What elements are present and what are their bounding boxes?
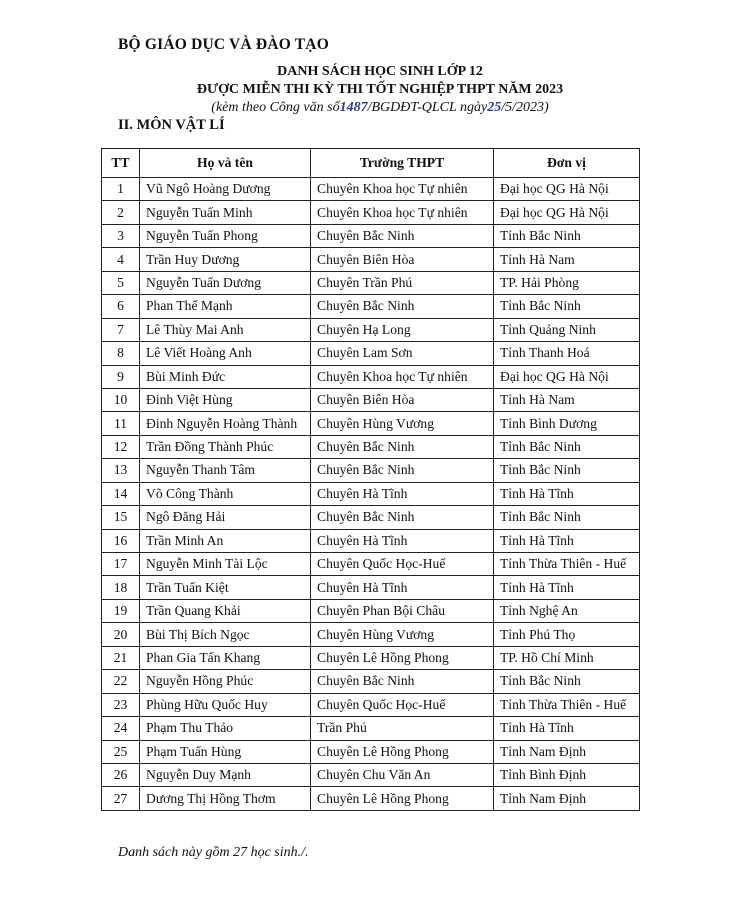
school-name: Chuyên Hạ Long <box>311 318 494 341</box>
unit-name: Tỉnh Bắc Ninh <box>494 224 640 247</box>
unit-name: Tỉnh Hà Tĩnh <box>494 482 640 505</box>
school-name: Chuyên Khoa học Tự nhiên <box>311 201 494 224</box>
row-number: 17 <box>102 553 140 576</box>
school-name: Chuyên Hà Tĩnh <box>311 576 494 599</box>
school-name: Chuyên Hùng Vương <box>311 623 494 646</box>
student-name: Đinh Nguyễn Hoàng Thành <box>140 412 311 435</box>
unit-name: Tỉnh Bình Dương <box>494 412 640 435</box>
student-name: Trần Minh An <box>140 529 311 552</box>
student-name: Vũ Ngô Hoàng Dương <box>140 178 311 201</box>
school-name: Chuyên Quốc Học-Huế <box>311 553 494 576</box>
column-header-school: Trường THPT <box>311 149 494 178</box>
student-name: Võ Công Thành <box>140 482 311 505</box>
document-title-line1: DANH SÁCH HỌC SINH LỚP 12 <box>277 64 483 79</box>
school-name: Chuyên Hà Tĩnh <box>311 529 494 552</box>
unit-name: Tỉnh Thừa Thiên - Huế <box>494 553 640 576</box>
student-name: Phạm Tuấn Hùng <box>140 740 311 763</box>
student-name: Nguyễn Duy Mạnh <box>140 763 311 786</box>
student-name: Trần Huy Dương <box>140 248 311 271</box>
unit-name: Tỉnh Bắc Ninh <box>494 506 640 529</box>
school-name: Chuyên Bắc Ninh <box>311 224 494 247</box>
unit-name: Tỉnh Bắc Ninh <box>494 459 640 482</box>
school-name: Chuyên Bắc Ninh <box>311 506 494 529</box>
table-row <box>102 670 640 693</box>
row-number: 26 <box>102 763 140 786</box>
school-name: Chuyên Trần Phú <box>311 271 494 294</box>
student-name: Nguyễn Minh Tài Lộc <box>140 553 311 576</box>
student-name: Ngô Đăng Hải <box>140 506 311 529</box>
school-name: Chuyên Chu Văn An <box>311 763 494 786</box>
school-name: Chuyên Lê Hồng Phong <box>311 787 494 810</box>
row-number: 23 <box>102 693 140 716</box>
table-row <box>102 388 640 411</box>
unit-name: Tỉnh Hà Nam <box>494 248 640 271</box>
unit-name: Tỉnh Nam Định <box>494 740 640 763</box>
document-subtitle <box>0 100 730 116</box>
column-header-tt: TT <box>102 149 140 178</box>
student-name: Phạm Thu Thảo <box>140 717 311 740</box>
row-number: 24 <box>102 717 140 740</box>
ministry-name: BỘ GIÁO DỤC VÀ ĐÀO TẠO <box>118 36 329 53</box>
school-name: Chuyên Biên Hòa <box>311 388 494 411</box>
unit-name: Đại học QG Hà Nội <box>494 201 640 224</box>
row-number: 3 <box>102 224 140 247</box>
row-number: 5 <box>102 271 140 294</box>
table-row <box>102 482 640 505</box>
student-table <box>101 148 640 811</box>
row-number: 22 <box>102 670 140 693</box>
unit-name: Tỉnh Hà Tĩnh <box>494 717 640 740</box>
unit-name: TP. Hồ Chí Minh <box>494 646 640 669</box>
row-number: 8 <box>102 342 140 365</box>
unit-name: Tỉnh Bình Định <box>494 763 640 786</box>
table-row <box>102 506 640 529</box>
unit-name: Tỉnh Phú Thọ <box>494 623 640 646</box>
unit-name: Tỉnh Hà Tĩnh <box>494 576 640 599</box>
school-name: Chuyên Bắc Ninh <box>311 459 494 482</box>
table-row <box>102 576 640 599</box>
school-name: Trần Phú <box>311 717 494 740</box>
row-number: 15 <box>102 506 140 529</box>
student-name: Phan Thế Mạnh <box>140 295 311 318</box>
unit-name: Tỉnh Thanh Hoá <box>494 342 640 365</box>
subtitle-middle: /BGDĐT-QLCL ngày <box>367 100 488 115</box>
footnote: Danh sách này gồm 27 học sinh./. <box>118 845 309 860</box>
row-number: 12 <box>102 435 140 458</box>
student-name: Trần Đồng Thành Phúc <box>140 435 311 458</box>
table-row <box>102 623 640 646</box>
table-row <box>102 740 640 763</box>
unit-name: Tỉnh Hà Tĩnh <box>494 529 640 552</box>
row-number: 14 <box>102 482 140 505</box>
table-row <box>102 717 640 740</box>
handwritten-doc-day: 25 <box>487 100 502 115</box>
handwritten-doc-number: 1487 <box>339 100 368 115</box>
student-name: Trần Quang Khải <box>140 599 311 622</box>
student-name: Bùi Minh Đức <box>140 365 311 388</box>
table-row <box>102 763 640 786</box>
student-name: Bùi Thị Bích Ngọc <box>140 623 311 646</box>
school-name: Chuyên Quốc Học-Huế <box>311 693 494 716</box>
student-name: Phùng Hữu Quốc Huy <box>140 693 311 716</box>
student-name: Trần Tuấn Kiệt <box>140 576 311 599</box>
row-number: 18 <box>102 576 140 599</box>
student-name: Nguyễn Thanh Tâm <box>140 459 311 482</box>
school-name: Chuyên Hùng Vương <box>311 412 494 435</box>
unit-name: Tỉnh Bắc Ninh <box>494 295 640 318</box>
student-name: Phan Gia Tấn Khang <box>140 646 311 669</box>
row-number: 6 <box>102 295 140 318</box>
subtitle-prefix: (kèm theo Công văn số <box>211 100 340 115</box>
row-number: 16 <box>102 529 140 552</box>
unit-name: Tỉnh Hà Nam <box>494 388 640 411</box>
school-name: Chuyên Khoa học Tự nhiên <box>311 365 494 388</box>
table-row <box>102 693 640 716</box>
table-row <box>102 318 640 341</box>
table-header-row <box>102 149 640 178</box>
unit-name: Tỉnh Bắc Ninh <box>494 670 640 693</box>
column-header-unit: Đơn vị <box>494 149 640 178</box>
table-row <box>102 435 640 458</box>
row-number: 21 <box>102 646 140 669</box>
subtitle-suffix: /5/2023) <box>501 100 549 115</box>
student-name: Lê Viết Hoàng Anh <box>140 342 311 365</box>
school-name: Chuyên Biên Hòa <box>311 248 494 271</box>
school-name: Chuyên Lam Sơn <box>311 342 494 365</box>
table-row <box>102 459 640 482</box>
school-name: Chuyên Phan Bội Châu <box>311 599 494 622</box>
student-name: Nguyễn Hồng Phúc <box>140 670 311 693</box>
table-row <box>102 599 640 622</box>
unit-name: Đại học QG Hà Nội <box>494 178 640 201</box>
school-name: Chuyên Lê Hồng Phong <box>311 646 494 669</box>
unit-name: Đại học QG Hà Nội <box>494 365 640 388</box>
document-title-line2: ĐƯỢC MIỄN THI KỲ THI TỐT NGHIỆP THPT NĂM 2023 <box>196 82 564 97</box>
row-number: 10 <box>102 388 140 411</box>
row-number: 7 <box>102 318 140 341</box>
column-header-name: Họ và tên <box>140 149 311 178</box>
student-name: Lê Thùy Mai Anh <box>140 318 311 341</box>
student-name: Đinh Việt Hùng <box>140 388 311 411</box>
unit-name: Tỉnh Bắc Ninh <box>494 435 640 458</box>
table-row <box>102 365 640 388</box>
student-name: Nguyễn Tuấn Dương <box>140 271 311 294</box>
table-row <box>102 646 640 669</box>
student-name: Nguyễn Tuấn Minh <box>140 201 311 224</box>
row-number: 9 <box>102 365 140 388</box>
school-name: Chuyên Hà Tĩnh <box>311 482 494 505</box>
row-number: 11 <box>102 412 140 435</box>
row-number: 4 <box>102 248 140 271</box>
table-row <box>102 295 640 318</box>
row-number: 2 <box>102 201 140 224</box>
school-name: Chuyên Bắc Ninh <box>311 435 494 458</box>
row-number: 27 <box>102 787 140 810</box>
school-name: Chuyên Khoa học Tự nhiên <box>311 178 494 201</box>
student-name: Nguyễn Tuấn Phong <box>140 224 311 247</box>
table-row <box>102 787 640 810</box>
table-row <box>102 271 640 294</box>
table-row <box>102 224 640 247</box>
table-row <box>102 529 640 552</box>
row-number: 1 <box>102 178 140 201</box>
table-row <box>102 178 640 201</box>
row-number: 19 <box>102 599 140 622</box>
row-number: 13 <box>102 459 140 482</box>
unit-name: Tỉnh Nam Định <box>494 787 640 810</box>
unit-name: Tỉnh Thừa Thiên - Huế <box>494 693 640 716</box>
table-row <box>102 553 640 576</box>
school-name: Chuyên Lê Hồng Phong <box>311 740 494 763</box>
table-row <box>102 412 640 435</box>
table-row <box>102 342 640 365</box>
school-name: Chuyên Bắc Ninh <box>311 670 494 693</box>
table-row <box>102 248 640 271</box>
row-number: 20 <box>102 623 140 646</box>
school-name: Chuyên Bắc Ninh <box>311 295 494 318</box>
row-number: 25 <box>102 740 140 763</box>
section-heading: II. MÔN VẬT LÍ <box>118 117 225 133</box>
student-name: Dương Thị Hồng Thơm <box>140 787 311 810</box>
unit-name: Tỉnh Quảng Ninh <box>494 318 640 341</box>
unit-name: TP. Hải Phòng <box>494 271 640 294</box>
table-body <box>102 178 640 811</box>
table-row <box>102 201 640 224</box>
unit-name: Tỉnh Nghệ An <box>494 599 640 622</box>
